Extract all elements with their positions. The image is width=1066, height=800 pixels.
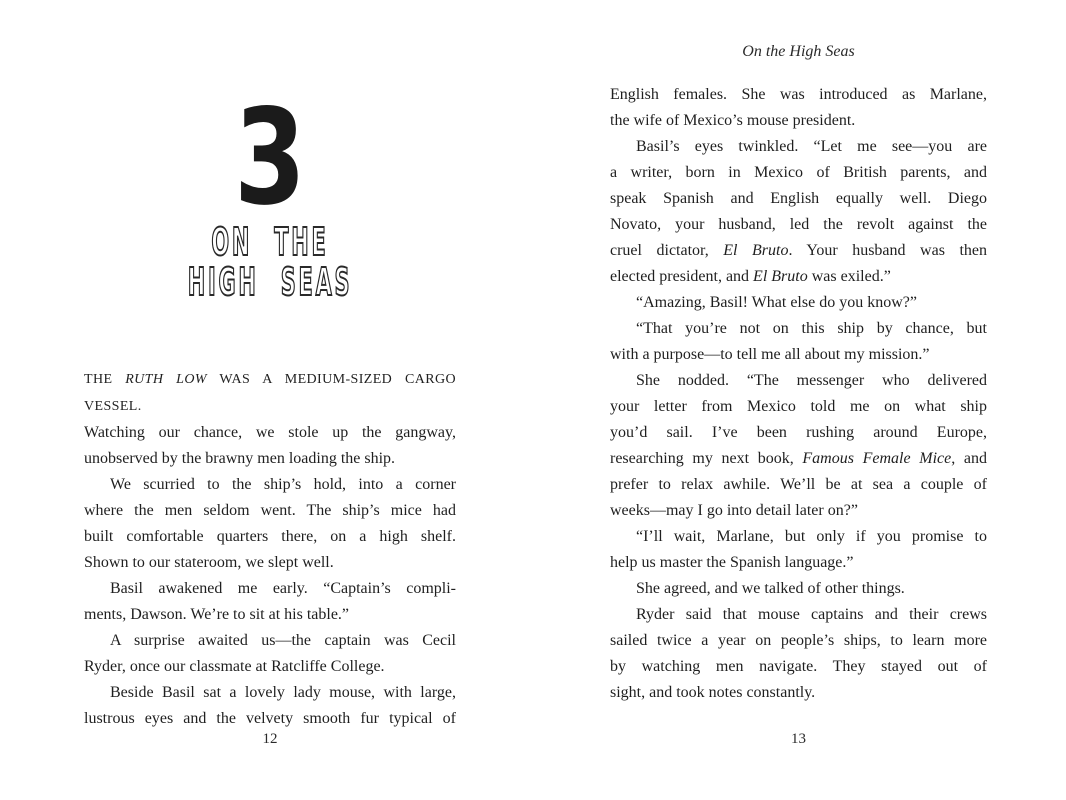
text-line: your letter from Mexico told me on what ship: [610, 398, 987, 415]
paragraph: [610, 368, 987, 524]
text-line: English females. She was introduced as Marlane,: [610, 86, 987, 103]
text-line: Basil awakened me early. “Captain’s compli-: [110, 580, 456, 597]
text-line: “Amazing, Basil! What else do you know?”: [636, 294, 917, 311]
text-line: She nodded. “The messenger who delivered: [636, 372, 987, 389]
page-body-right: [610, 82, 987, 706]
text-line: built comfortable quarters there, on a high shelf.: [84, 528, 456, 545]
text-line: She agreed, and we talked of other things.: [636, 580, 905, 597]
paragraph: [610, 602, 987, 706]
running-head: On the High Seas: [742, 43, 855, 60]
text-line: ments, Dawson. We’re to sit at his table.”: [84, 606, 350, 623]
text-line: lustrous eyes and the velvety smooth fur typical of: [84, 710, 456, 727]
text-line: We scurried to the ship’s hold, into a corner: [110, 476, 456, 493]
text-line: sight, and took notes constantly.: [610, 684, 816, 701]
text-line: a writer, born in Mexico of British parents, and: [610, 164, 987, 181]
paragraph: [84, 628, 456, 680]
text-line: Beside Basil sat a lovely lady mouse, with large,: [110, 684, 456, 701]
text-line: sailed twice a year on people’s ships, to learn more: [610, 632, 987, 649]
paragraph: [610, 524, 987, 576]
text-line: with a purpose—to tell me all about my mission.”: [610, 346, 930, 363]
text-line: “That you’re not on this ship by chance, but: [636, 320, 987, 337]
paragraph: [84, 366, 456, 472]
text-line: unobserved by the brawny men loading the ship.: [84, 450, 396, 467]
text-line: Shown to our stateroom, we slept well.: [84, 554, 334, 571]
page-left: [84, 0, 456, 800]
text-line: THE RUTH LOW WAS A MEDIUM-SIZED CARGO VESSEL.: [84, 372, 456, 414]
text-line: A surprise awaited us—the captain was Cecil: [110, 632, 456, 649]
text-line: prefer to relax awhile. We’ll be at sea a couple of: [610, 476, 987, 493]
text-line: Ryder said that mouse captains and their crews: [636, 606, 987, 623]
text-line: researching my next book, Famous Female Mice, and: [610, 450, 987, 467]
text-line: you’d sail. I’ve been rushing around Europe,: [610, 424, 987, 441]
text-line: the wife of Mexico’s mouse president.: [610, 112, 856, 129]
text-line: where the men seldom went. The ship’s mice had: [84, 502, 456, 519]
page-number-right: 13: [791, 731, 806, 747]
text-line: “I’ll wait, Marlane, but only if you promise to: [636, 528, 987, 545]
text-line: weeks—may I go into detail later on?”: [610, 502, 858, 519]
page-right: [610, 0, 987, 800]
paragraph: [610, 82, 987, 134]
text-line: Ryder, once our classmate at Ratcliffe College.: [84, 658, 385, 675]
paragraph: [84, 680, 456, 732]
chapter-title-line-2: HIGH SEAS: [187, 260, 353, 304]
paragraph: [84, 472, 456, 576]
paragraph: [610, 576, 987, 602]
paragraph: [610, 290, 987, 316]
text-line: Watching our chance, we stole up the gangway,: [84, 424, 456, 441]
paragraph: [84, 576, 456, 628]
text-line: help us master the Spanish language.”: [610, 554, 854, 571]
page-number-left: 12: [262, 731, 278, 747]
paragraph: [610, 134, 987, 290]
text-line: elected president, and El Bruto was exiled.”: [610, 268, 891, 285]
chapter-title: [84, 222, 456, 302]
text-line: by watching men navigate. They stayed out of: [610, 658, 987, 675]
page-body-left: [84, 366, 456, 732]
text-line: Basil’s eyes twinkled. “Let me see—you are: [636, 138, 987, 155]
text-line: cruel dictator, El Bruto. Your husband was then: [610, 242, 988, 259]
text-line: speak Spanish and English equally well. Diego: [610, 190, 987, 207]
chapter-title-line-1: ON THE: [211, 220, 329, 264]
text-line: Novato, your husband, led the revolt against the: [610, 216, 987, 233]
paragraph: [610, 316, 987, 368]
chapter-number: 3: [234, 81, 306, 235]
